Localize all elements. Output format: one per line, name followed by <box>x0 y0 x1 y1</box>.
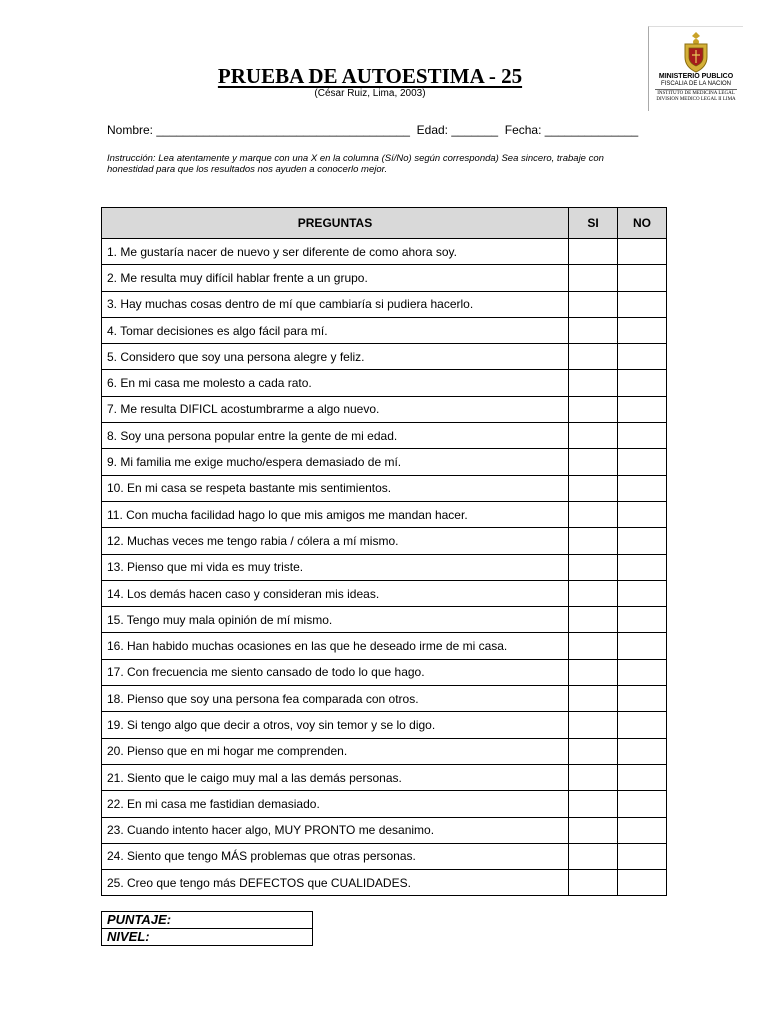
table-row <box>102 659 667 685</box>
answer-no-cell[interactable] <box>618 580 667 606</box>
answer-no-cell[interactable] <box>618 396 667 422</box>
answer-si-cell[interactable] <box>569 528 618 554</box>
answer-si-cell[interactable] <box>569 344 618 370</box>
answer-no-cell[interactable] <box>618 633 667 659</box>
answer-si-cell[interactable] <box>569 738 618 764</box>
question-text: 14. Los demás hacen caso y consideran mis ideas. <box>102 580 569 606</box>
answer-no-cell[interactable] <box>618 554 667 580</box>
answer-no-cell[interactable] <box>618 870 667 896</box>
table-row <box>102 686 667 712</box>
answer-si-cell[interactable] <box>569 475 618 501</box>
title-text: PRUEBA DE AUTOESTIMA - 25 <box>217 64 523 88</box>
answer-si-cell[interactable] <box>569 396 618 422</box>
logo-line-1: MINISTERIO PUBLICO <box>658 73 734 80</box>
puntaje-row <box>102 912 313 929</box>
question-text: 12. Muchas veces me tengo rabia / cólera a mí mismo. <box>102 528 569 554</box>
table-row <box>102 344 667 370</box>
answer-si-cell[interactable] <box>569 843 618 869</box>
table-row <box>102 554 667 580</box>
header-preguntas: PREGUNTAS <box>102 208 569 239</box>
answer-no-cell[interactable] <box>618 817 667 843</box>
fecha-field[interactable]: ______________ <box>544 123 639 137</box>
nivel-label[interactable]: NIVEL: <box>102 929 313 946</box>
answer-si-cell[interactable] <box>569 554 618 580</box>
question-text: 24. Siento que tengo MÁS problemas que otras personas. <box>102 843 569 869</box>
question-text: 18. Pienso que soy una persona fea comparada con otros. <box>102 686 569 712</box>
nombre-field[interactable]: ______________________________________ <box>156 123 410 137</box>
question-text: 25. Creo que tengo más DEFECTOS que CUALIDADES. <box>102 870 569 896</box>
table-row <box>102 239 667 265</box>
table-row <box>102 607 667 633</box>
answer-si-cell[interactable] <box>569 764 618 790</box>
logo-line-3: INSTITUTO DE MEDICINA LEGAL <box>657 91 735 96</box>
instructions: Instrucción: Lea atentamente y marque con una X en la columna (Sí/No) según corresponda) Sea sincero, trabaje con honestidad para que los resultados nos ayuden a conocerlo mejor. <box>107 153 604 175</box>
answer-si-cell[interactable] <box>569 317 618 343</box>
puntaje-label[interactable]: PUNTAJE: <box>102 912 313 929</box>
header-si: SI <box>569 208 618 239</box>
answer-no-cell[interactable] <box>618 764 667 790</box>
question-text: 4. Tomar decisiones es algo fácil para mí. <box>102 317 569 343</box>
table-row <box>102 291 667 317</box>
answer-no-cell[interactable] <box>618 791 667 817</box>
question-text: 17. Con frecuencia me siento cansado de todo lo que hago. <box>102 659 569 685</box>
question-text: 22. En mi casa me fastidian demasiado. <box>102 791 569 817</box>
header-no: NO <box>618 208 667 239</box>
table-row <box>102 580 667 606</box>
table-row <box>102 712 667 738</box>
question-text: 6. En mi casa me molesto a cada rato. <box>102 370 569 396</box>
table-row <box>102 501 667 527</box>
answer-si-cell[interactable] <box>569 791 618 817</box>
answer-no-cell[interactable] <box>618 239 667 265</box>
table-row <box>102 817 667 843</box>
questions-table <box>101 207 667 896</box>
answer-no-cell[interactable] <box>618 843 667 869</box>
table-row <box>102 423 667 449</box>
answer-si-cell[interactable] <box>569 501 618 527</box>
answer-si-cell[interactable] <box>569 423 618 449</box>
question-text: 13. Pienso que mi vida es muy triste. <box>102 554 569 580</box>
answer-si-cell[interactable] <box>569 607 618 633</box>
table-row <box>102 738 667 764</box>
answer-no-cell[interactable] <box>618 501 667 527</box>
table-row <box>102 370 667 396</box>
question-text: 16. Han habido muchas ocasiones en las que he deseado irme de mi casa. <box>102 633 569 659</box>
question-text: 2. Me resulta muy difícil hablar frente a un grupo. <box>102 265 569 291</box>
edad-label: Edad: <box>416 123 448 137</box>
nivel-row <box>102 929 313 946</box>
question-text: 23. Cuando intento hacer algo, MUY PRONTO me desanimo. <box>102 817 569 843</box>
answer-no-cell[interactable] <box>618 528 667 554</box>
answer-no-cell[interactable] <box>618 686 667 712</box>
logo-line-2: FISCALIA DE LA NACION <box>660 81 732 87</box>
logo-divider <box>655 89 737 90</box>
answer-si-cell[interactable] <box>569 686 618 712</box>
edad-field[interactable]: _______ <box>451 123 499 137</box>
answer-no-cell[interactable] <box>618 423 667 449</box>
document-title <box>0 64 740 89</box>
logo-institute <box>649 91 743 103</box>
answer-no-cell[interactable] <box>618 449 667 475</box>
answer-si-cell[interactable] <box>569 580 618 606</box>
table-row <box>102 317 667 343</box>
table-row <box>102 475 667 501</box>
answer-no-cell[interactable] <box>618 712 667 738</box>
answer-no-cell[interactable] <box>618 265 667 291</box>
answer-si-cell[interactable] <box>569 370 618 396</box>
answer-si-cell[interactable] <box>569 449 618 475</box>
fecha-label: Fecha: <box>504 123 542 137</box>
answer-si-cell[interactable] <box>569 291 618 317</box>
table-row <box>102 528 667 554</box>
table-row <box>102 791 667 817</box>
table-header-row <box>102 208 667 239</box>
question-text: 21. Siento que le caigo muy mal a las demás personas. <box>102 764 569 790</box>
answer-si-cell[interactable] <box>569 659 618 685</box>
table-row <box>102 449 667 475</box>
answer-no-cell[interactable] <box>618 475 667 501</box>
question-text: 19. Si tengo algo que decir a otros, voy sin temor y se lo digo. <box>102 712 569 738</box>
nombre-label: Nombre: <box>107 123 154 137</box>
answer-si-cell[interactable] <box>569 265 618 291</box>
table-row <box>102 633 667 659</box>
answer-no-cell[interactable] <box>618 370 667 396</box>
institution-logo <box>648 26 743 111</box>
score-box <box>101 911 313 946</box>
question-text: 10. En mi casa se respeta bastante mis sentimientos. <box>102 475 569 501</box>
answer-no-cell[interactable] <box>618 344 667 370</box>
question-text: 1. Me gustaría nacer de nuevo y ser diferente de como ahora soy. <box>102 239 569 265</box>
answer-no-cell[interactable] <box>618 607 667 633</box>
personal-info-fields <box>107 123 638 137</box>
table-row <box>102 396 667 422</box>
crest-icon <box>677 31 715 73</box>
answer-no-cell[interactable] <box>618 317 667 343</box>
answer-si-cell[interactable] <box>569 239 618 265</box>
table-row <box>102 265 667 291</box>
answer-si-cell[interactable] <box>569 870 618 896</box>
question-text: 7. Me resulta DIFICL acostumbrarme a algo nuevo. <box>102 396 569 422</box>
answer-no-cell[interactable] <box>618 738 667 764</box>
table-row <box>102 843 667 869</box>
question-text: 5. Considero que soy una persona alegre y feliz. <box>102 344 569 370</box>
question-text: 20. Pienso que en mi hogar me comprenden. <box>102 738 569 764</box>
table-row <box>102 764 667 790</box>
question-text: 9. Mi familia me exige mucho/espera demasiado de mí. <box>102 449 569 475</box>
answer-no-cell[interactable] <box>618 659 667 685</box>
table-row <box>102 870 667 896</box>
question-text: 3. Hay muchas cosas dentro de mí que cambiaría si pudiera hacerlo. <box>102 291 569 317</box>
answer-si-cell[interactable] <box>569 817 618 843</box>
answer-no-cell[interactable] <box>618 291 667 317</box>
question-text: 8. Soy una persona popular entre la gente de mi edad. <box>102 423 569 449</box>
logo-line-4: DIVISION MEDICO LEGAL II LIMA <box>656 97 736 102</box>
question-text: 15. Tengo muy mala opinión de mí mismo. <box>102 607 569 633</box>
answer-si-cell[interactable] <box>569 712 618 738</box>
document-subtitle: (César Ruiz, Lima, 2003) <box>314 88 426 99</box>
question-text: 11. Con mucha facilidad hago lo que mis amigos me mandan hacer. <box>102 501 569 527</box>
answer-si-cell[interactable] <box>569 633 618 659</box>
